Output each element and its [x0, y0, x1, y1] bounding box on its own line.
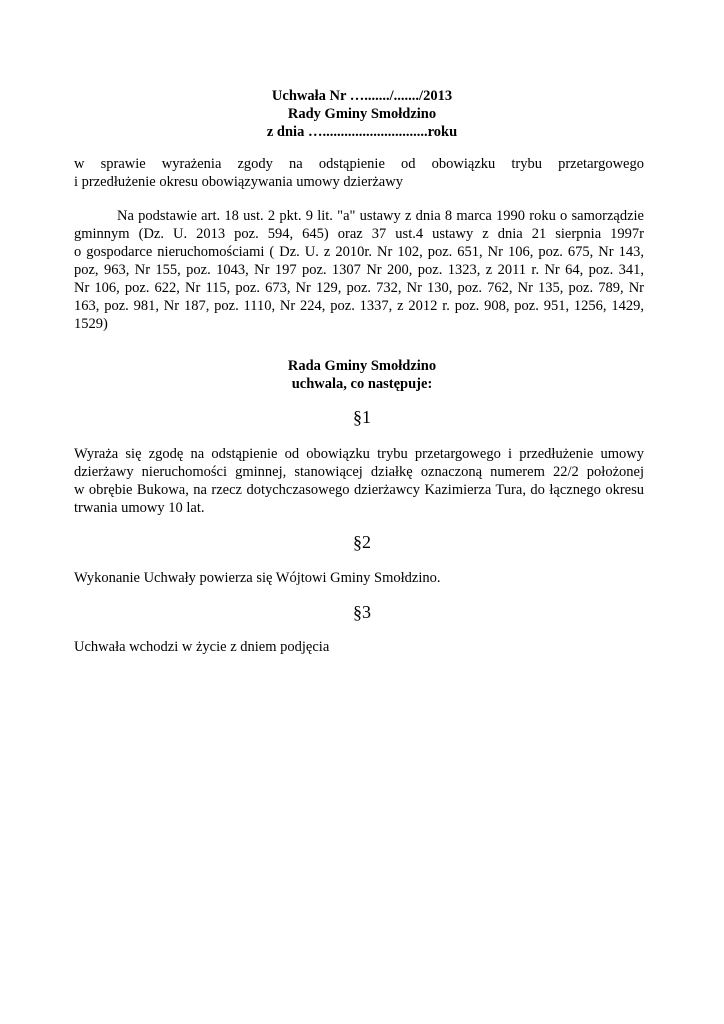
section-1-line: trwania umowy 10 lat.	[74, 500, 205, 516]
legal-basis-line: poz, 963, Nr 155, poz. 1043, Nr 197 poz. 1307 Nr 200, poz. 1323, z 2011 r. Nr 64, poz. 341,	[74, 262, 644, 278]
subject-line: i przedłużenie okresu obowiązywania umowy dzierżawy	[74, 174, 403, 190]
resolution-number: Uchwała Nr …......./......./2013	[271, 88, 453, 104]
legal-basis-line: gminnym (Dz. U. 2013 poz. 594, 645) oraz 37 ust.4 ustawy z dnia 21 sierpnia 1997r	[74, 226, 644, 242]
legal-basis-line: Nr 106, poz. 622, Nr 115, poz. 673, Nr 129, poz. 732, Nr 130, poz. 762, Nr 135, poz. 789, Nr	[74, 280, 644, 296]
section-1-line: dzierżawy nieruchomości gminnej, stanowiącej działkę oznaczoną numerem 22/2 położonej	[74, 464, 644, 480]
council-name: Rady Gminy Smołdzino	[287, 106, 437, 122]
section-1-sign: §1	[353, 407, 371, 427]
subject-line: w sprawie wyrażenia zgody na odstąpienie od obowiązku trybu przetargowego	[74, 156, 644, 172]
legal-basis-line: 1529)	[74, 316, 108, 332]
section-2-text: Wykonanie Uchwały powierza się Wójtowi Gminy Smołdzino.	[74, 570, 441, 586]
legal-basis-line: 163, poz. 981, Nr 187, poz. 1110, Nr 224, poz. 1337, z 2012 r. poz. 908, poz. 951, 1256, 1429,	[74, 298, 644, 314]
section-1-line: w obrębie Bukowa, na rzecz dotychczasowego dzierżawcy Kazimierza Tura, do łącznego okresu	[74, 482, 644, 498]
section-1-text	[74, 445, 644, 517]
legal-basis-line: o gospodarce nieruchomościami ( Dz. U. z 2010r. Nr 102, poz. 651, Nr 106, poz. 675, Nr 143,	[74, 244, 644, 260]
section-2-sign: §2	[353, 532, 371, 552]
council-heading: Rada Gminy Smołdzino	[287, 358, 437, 374]
section-3-text: Uchwała wchodzi w życie z dniem podjęcia	[74, 639, 330, 655]
section-1-line: Wyraża się zgodę na odstąpienie od obowiązku trybu przetargowego i przedłużenie umowy	[74, 446, 644, 462]
legal-basis	[74, 207, 644, 333]
resolves-heading: uchwala, co następuje:	[291, 376, 433, 392]
resolution-date: z dnia ….............................roku	[266, 124, 458, 140]
legal-basis-line: Na podstawie art. 18 ust. 2 pkt. 9 lit. "a" ustawy z dnia 8 marca 1990 roku o samorządzie	[117, 208, 644, 224]
resolution-subject	[74, 155, 644, 191]
section-3-sign: §3	[353, 602, 371, 622]
